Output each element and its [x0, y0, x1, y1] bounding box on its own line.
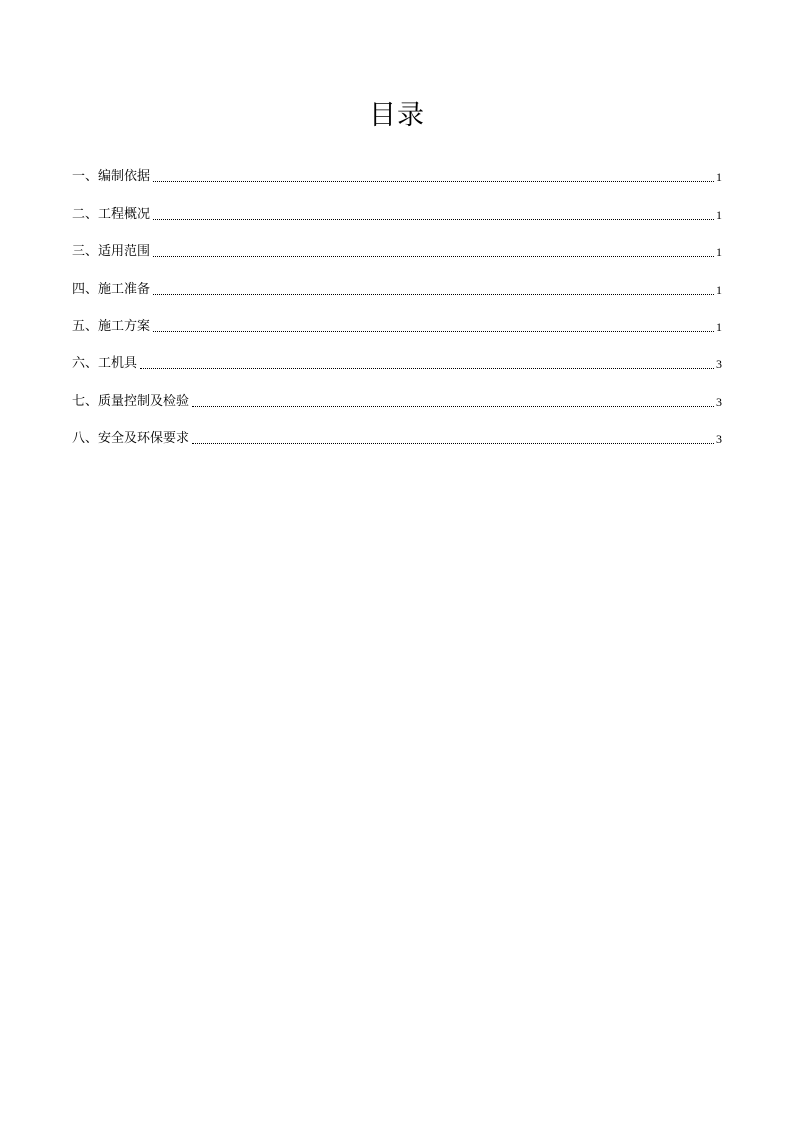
toc-entry[interactable]: [72, 225, 722, 262]
toc-entry-label: 七、质量控制及检验: [72, 393, 190, 409]
toc-title: 目录: [369, 100, 425, 131]
toc-entry[interactable]: [72, 300, 722, 337]
toc-entry-label: 八、安全及环保要求: [72, 431, 190, 447]
toc-dot-leader: [140, 368, 714, 369]
toc-entry-page: 1: [716, 245, 722, 260]
toc-entry-page: 1: [716, 282, 722, 297]
toc-entry-page: 1: [716, 207, 722, 222]
toc-entry-page: 1: [716, 319, 722, 334]
toc-entry-label: 四、施工准备: [72, 281, 151, 297]
toc-entry-page: 1: [716, 170, 722, 185]
toc-entry-label: 三、适用范围: [72, 244, 151, 260]
toc-dot-leader: [192, 406, 714, 407]
toc-entry-page: 3: [716, 432, 722, 447]
toc-entry[interactable]: [72, 337, 722, 374]
toc-dot-leader: [153, 331, 714, 332]
toc-entry-label: 一、编制依据: [72, 169, 151, 185]
toc-entry-label: 五、施工方案: [72, 318, 151, 334]
toc-entry[interactable]: [72, 262, 722, 299]
toc-entry-page: 3: [716, 357, 722, 372]
toc-entry[interactable]: [72, 412, 722, 449]
toc-entry[interactable]: [72, 187, 722, 224]
toc-dot-leader: [153, 256, 714, 257]
toc-entry-page: 3: [716, 394, 722, 409]
toc-entry-label: 六、工机具: [72, 356, 138, 372]
toc-dot-leader: [153, 181, 714, 182]
toc-dot-leader: [153, 219, 714, 220]
toc-entry[interactable]: [72, 374, 722, 411]
toc-list: [72, 150, 722, 449]
toc-dot-leader: [153, 294, 714, 295]
toc-entry-label: 二、工程概况: [72, 206, 151, 222]
toc-dot-leader: [192, 443, 714, 444]
toc-entry[interactable]: [72, 150, 722, 187]
